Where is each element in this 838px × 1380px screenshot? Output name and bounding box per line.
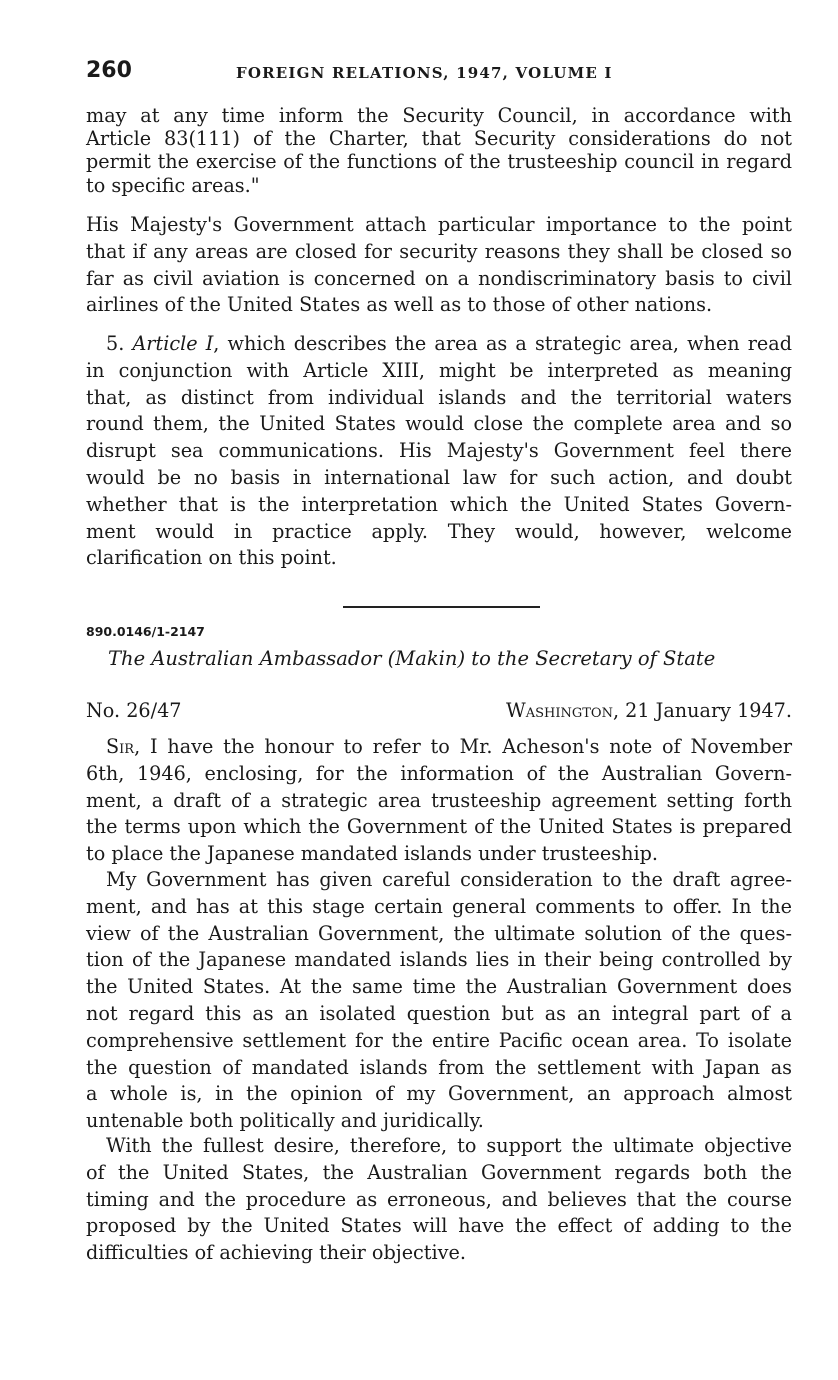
text-line: far as civil aviation is concerned on a nondiscriminatory basis to civil: [86, 266, 792, 290]
text-line: the question of mandated islands from the settlement with Japan as: [86, 1055, 792, 1079]
section-divider: [343, 606, 540, 608]
text-line: Article 83(111) of the Charter, that Security considerations do not: [86, 127, 792, 151]
place-and-date: [506, 699, 792, 722]
text-line: With the fullest desire, therefore, to support the ultimate objective: [106, 1134, 792, 1157]
text-line: permit the exercise of the functions of the trusteeship council in regard: [86, 150, 792, 174]
text-line: My Government has given careful consideration to the draft agree-: [106, 868, 792, 891]
text-run: , I have the honour to refer to Mr. Acheson's note of November: [134, 735, 792, 758]
text-line: that if any areas are closed for security reasons they shall be closed so: [86, 239, 792, 263]
text-run: , which describes the area as a strategic area, when read: [213, 332, 793, 355]
text-line: not regard this as an isolated question but as an integral part of a: [86, 1001, 792, 1025]
page-number: 260: [86, 58, 132, 83]
text-line: round them, the United States would close the complete area and so: [86, 412, 792, 436]
text-line: view of the Australian Government, the ultimate solution of the ques-: [86, 921, 792, 945]
text-line: 6th, 1946, enclosing, for the information of the Australian Govern-: [86, 761, 792, 785]
text-line: of the United States, the Australian Government regards both the: [86, 1160, 792, 1184]
title-part: ) to the Secretary of State: [457, 647, 716, 670]
date: , 21 January 1947.: [612, 699, 792, 722]
text-line: in conjunction with Article XIII, might be interpreted as meaning: [86, 358, 792, 382]
text-line: the United States. At the same time the Australian Government does: [86, 975, 792, 999]
text-line: disrupt sea communications. His Majesty's Government feel there: [86, 439, 792, 463]
text-line: His Majesty's Government attach particular importance to the point: [86, 213, 792, 236]
text-line: ment would in practice apply. They would, however, welcome: [86, 519, 792, 543]
article-reference: Article I: [132, 332, 214, 355]
text-line: proposed by the United States will have the effect of adding to the: [86, 1214, 792, 1238]
text-line: would be no basis in international law for such action, and doubt: [86, 465, 792, 489]
text-line: ment, and has at this stage certain general comments to offer. In the: [86, 894, 792, 918]
text-line: comprehensive settlement for the entire Pacific ocean area. To isolate: [86, 1028, 792, 1052]
text-line: [86, 734, 792, 761]
text-line: that, as distinct from individual islands and the territorial waters: [86, 385, 792, 409]
salutation: Sir: [106, 735, 135, 758]
document-title: [108, 647, 770, 670]
quoted-passage: [86, 104, 792, 197]
paragraph-civil-aviation: [86, 212, 792, 319]
text-line: ment, a draft of a strategic area trusteeship agreement setting forth: [86, 788, 792, 812]
text-line: timing and the procedure as erroneous, and believes that the course: [86, 1187, 792, 1211]
note-number: No. 26/47: [86, 699, 182, 722]
text-line: whether that is the interpretation which the United States Govern-: [86, 492, 792, 516]
paragraph-article-i: [86, 331, 792, 572]
text-line: airlines of the United States as well as to those of other nations.: [86, 293, 713, 317]
text-line: clarification on this point.: [86, 546, 337, 570]
title-part: The Australian Ambassador (: [108, 647, 396, 670]
text-line: difficulties of achieving their objective.: [86, 1241, 466, 1265]
file-number: 890.0146/1-2147: [86, 624, 205, 639]
running-head-title: FOREIGN RELATIONS, 1947, VOLUME I: [236, 64, 613, 82]
paragraph-salutation: [86, 734, 792, 868]
place: Washington: [506, 699, 613, 722]
text-line: a whole is, in the opinion of my Government, an approach almost: [86, 1082, 792, 1106]
text-line: [86, 331, 792, 358]
text-line: the terms upon which the Government of the United States is prepared: [86, 815, 792, 839]
author-name: Makin: [395, 647, 458, 670]
paragraph-objective: [86, 1133, 792, 1267]
text-line: to specific areas.": [86, 173, 260, 197]
paragraph-number: 5.: [106, 332, 125, 355]
paragraph-government-comments: [86, 867, 792, 1135]
text-line: tion of the Japanese mandated islands lies in their being controlled by: [86, 948, 792, 972]
text-line: to place the Japanese mandated islands under trusteeship.: [86, 842, 658, 866]
running-head: [86, 58, 791, 88]
text-line: may at any time inform the Security Council, in accordance with: [86, 104, 792, 127]
text-line: untenable both politically and juridically.: [86, 1109, 484, 1133]
